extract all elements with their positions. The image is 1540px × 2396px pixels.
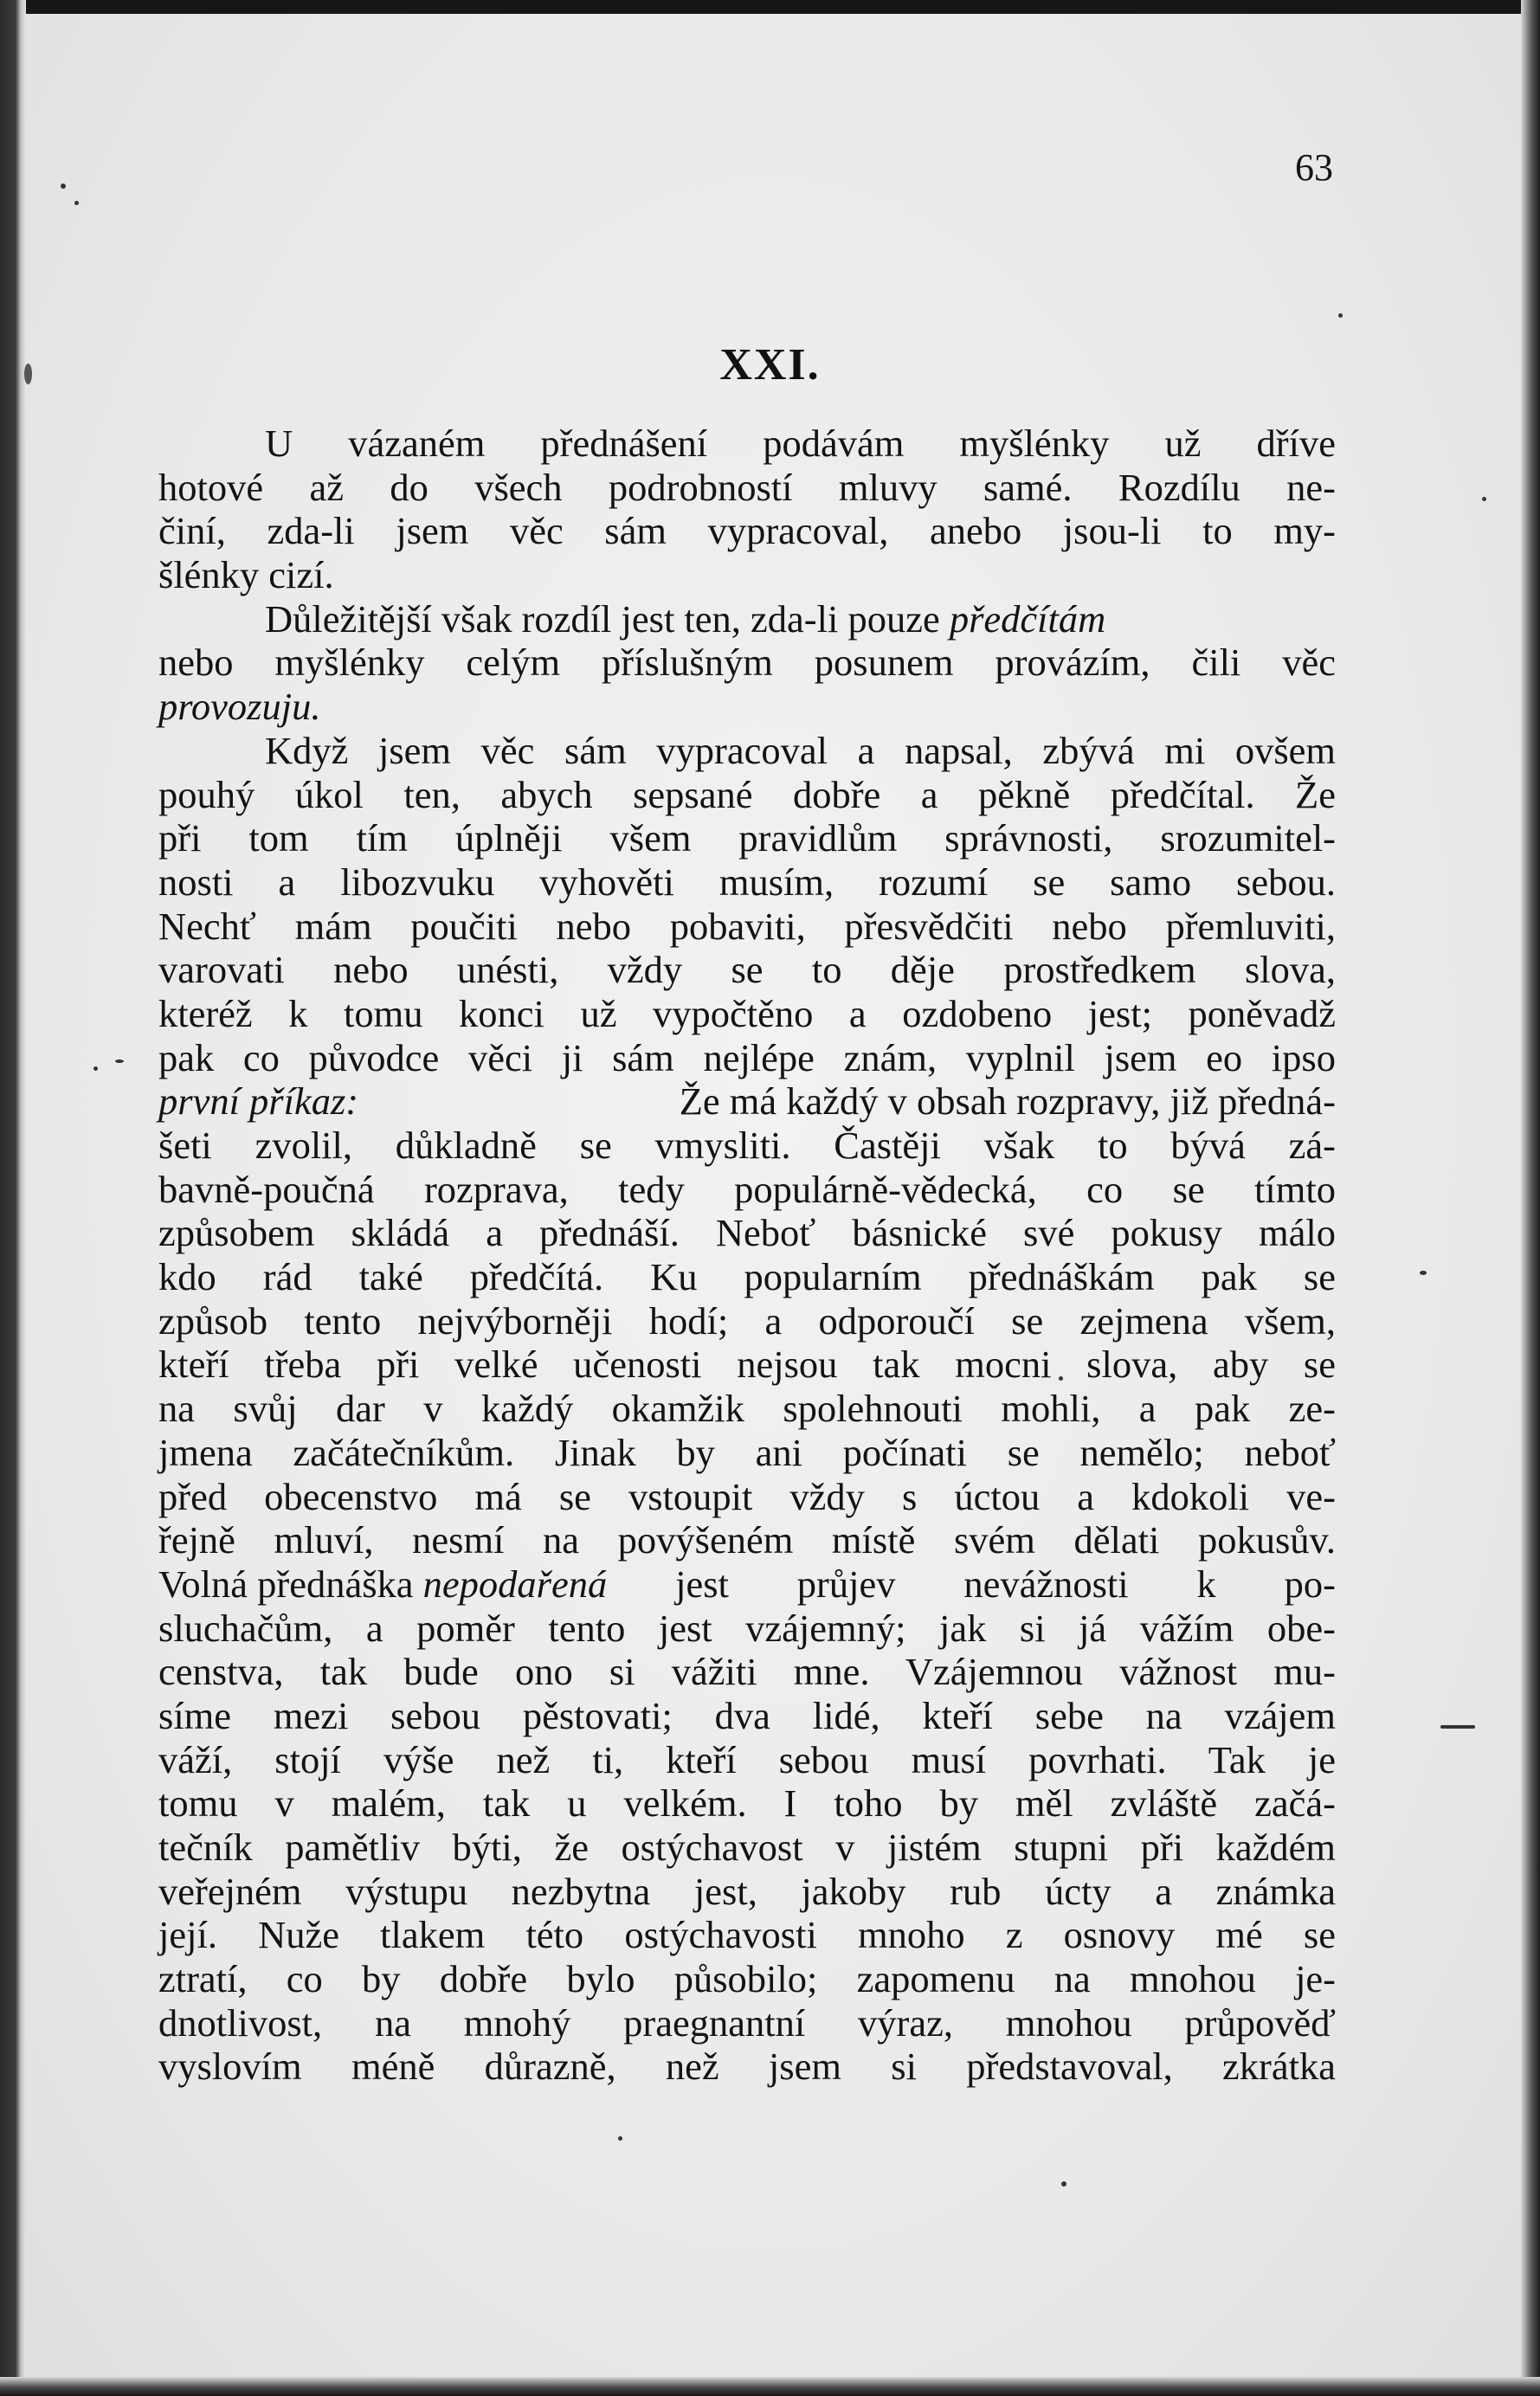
text-line: tomu v malém, tak u velkém. I toho by měl zvláště začá- [158,1781,1336,1826]
text-line: způsob tento nejvýborněji hodí; a odporoučí se zejmena všem, [158,1298,1336,1343]
text-line: Když jsem věc sám vypracoval a napsal, zbývá mi ovšem [265,728,1336,772]
text-segment: Důležitější však rozdíl jest ten, zda-li pouze [265,596,950,641]
text-line [158,597,1336,641]
text-segment: Že má každý v obsah rozpravy, již předná- [679,1079,1336,1124]
scan-speck [618,2136,622,2141]
text-line: způsobem skládá a přednáší. Neboť básnické své pokusy málo [158,1211,1336,1255]
chapter-heading: XXI. [719,340,821,390]
text-line: šeti zvolil, důkladně se vmysliti. Častěji však to bývá zá- [158,1124,1336,1167]
text-line: censtva, tak bude ono si vážiti mne. Vzájemnou vážnost mu- [158,1650,1336,1694]
text-line: síme mezi sebou pěstovati; dva lidé, kteří sebe na vzájem [158,1693,1336,1737]
text-line: váží, stojí výše než ti, kteří sebou musí povrhati. Tak je [158,1737,1336,1781]
scan-speck [1482,497,1486,501]
text-line: pak co původce věci ji sám nejlépe znám, vyplnil jsem eo ipso [158,1035,1336,1079]
text-line [158,1562,1336,1607]
text-line: kteréž k tomu konci už vypočtěno a ozdobeno jest; poněvadž [158,991,1336,1035]
scan-speck [1061,2181,1066,2187]
scan-speck [1338,313,1343,318]
scan-border-bottom [0,2377,1540,2396]
text-line: nebo myšlénky celým příslušným posunem provázím, čili věc [158,641,1336,685]
text-line: Nechť mám poučiti nebo pobaviti, přesvědčiti nebo přemluviti, [158,904,1336,948]
text-line: při tom tím úplněji všem pravidlům správnosti, srozumitel- [158,816,1336,860]
text-line: U vázaném přednášení podávám myšlénky už dříve [265,422,1336,465]
text-line [158,685,1336,729]
text-line: šlénky cizí. [158,553,334,597]
text-line: činí, zda-li jsem věc sám vypracoval, anebo jsou-li to my- [158,509,1336,553]
scan-speck [61,184,66,189]
italic-word: nepodařená [422,1562,608,1606]
text-line: nosti a libozvuku vyhověti musím, rozumí se samo sebou. [158,860,1336,904]
scan-speck [74,201,79,205]
text-line: ztratí, co by dobře bylo působilo; zapomenu na mnohou je- [158,1957,1336,2001]
text-line: před obecenstvo má se vstoupit vždy s úctou a kdokoli ve- [158,1474,1336,1518]
text-line: sluchačům, a poměr tento jest vzájemný; jak si já vážím obe- [158,1606,1336,1650]
text-line: jmena začátečníkům. Jinak by ani počínati se nemělo; neboť [158,1430,1336,1474]
scan-speck [93,1066,98,1071]
text-line: varovati nebo unésti, vždy se to děje prostředkem slova, [158,948,1336,992]
text-line: pouhý úkol ten, abych sepsané dobře a pěkně předčítal. Že [158,772,1336,816]
scan-speck [115,1060,124,1063]
text-segment: jest průjev nevážnosti k po- [607,1562,1336,1606]
text-line: dnotlivost, na mnohý praegnantní výraz, mnohou průpověď [158,2000,1336,2045]
text-segment: Volná přednáška [158,1562,423,1606]
text-line: řejně mluví, nesmí na povýšeném místě svém dělati pokusův. [158,1518,1336,1562]
text-line: vyslovím méně důrazně, než jsem si představoval, zkrátka [158,2045,1336,2089]
italic-word: provozuju. [158,685,321,729]
text-line: kteří třeba při velké učenosti nejsou tak mocni slova, aby se [158,1343,1336,1387]
page-number: 63 [1295,146,1333,189]
text-line: na svůj dar v každý okamžik spolehnouti mohli, a pak ze- [158,1387,1336,1431]
body-text [158,422,1336,2089]
scan-border-top [0,0,1540,14]
italic-word: první příkaz: [158,1079,359,1124]
text-line: veřejném výstupu nezbytna jest, jakoby rub úcty a známka [158,1869,1336,1913]
text-line: tečník pamětliv býti, že ostýchavost v jistém stupni při každém [158,1826,1336,1869]
text-line: hotové až do všech podrobností mluvy samé. Rozdílu ne- [158,465,1336,509]
scan-speck [1440,1725,1475,1729]
text-line [158,1079,1336,1124]
text-line: kdo rád také předčítá. Ku popularním přednáškám pak se [158,1255,1336,1299]
text-line: její. Nuže tlakem této ostýchavosti mnoho z osnovy mé se [158,1913,1336,1957]
scan-speck [1420,1271,1427,1275]
text-line: bavně-poučná rozprava, tedy populárně-vědecká, co se tímto [158,1167,1336,1211]
italic-word: předčítám [949,596,1106,641]
